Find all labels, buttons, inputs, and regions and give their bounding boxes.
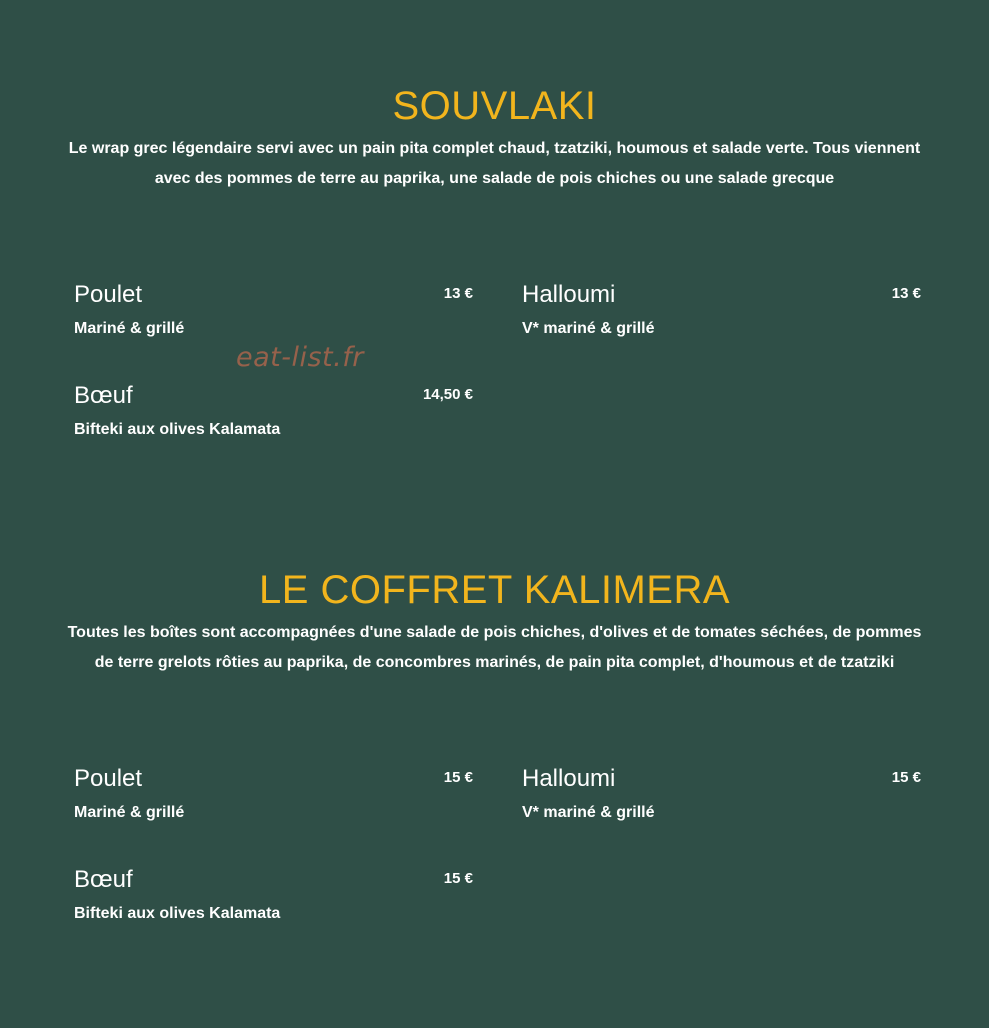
item-description: Bifteki aux olives Kalamata: [74, 905, 281, 922]
item-price: 13 €: [891, 285, 921, 302]
item-name: Halloumi: [522, 765, 616, 792]
item-price: 15 €: [443, 870, 473, 887]
item-description: V* mariné & grillé: [522, 804, 655, 821]
watermark: eat-list.fr: [236, 342, 364, 373]
section-description: Toutes les boîtes sont accompagnées d'une salade de pois chiches, d'olives et de tomates séchées, de pommes de terre grelots rôties au paprika, de concombres marinés, de pain pita complet, d'houmous et de tzatziki: [67, 624, 922, 671]
item-name: Poulet: [74, 281, 143, 308]
section-title: SOUVLAKI: [392, 84, 597, 128]
item-name: Bœuf: [74, 866, 133, 893]
item-name: Halloumi: [522, 281, 616, 308]
section-description: Le wrap grec légendaire servi avec un pain pita complet chaud, tzatziki, houmous et salade verte. Tous viennent avec des pommes de terre au paprika, une salade de pois chiches ou une salade grecque: [68, 140, 921, 187]
section-title: LE COFFRET KALIMERA: [258, 568, 731, 612]
section-souvlaki: [0, 82, 989, 194]
item-description: Mariné & grillé: [74, 804, 185, 821]
item-price: 15 €: [443, 769, 473, 786]
section-coffret-kalimera: [0, 566, 989, 678]
item-price: 15 €: [891, 769, 921, 786]
item-name: Bœuf: [74, 382, 133, 409]
item-price: 13 €: [443, 285, 473, 302]
item-description: Mariné & grillé: [74, 320, 185, 337]
item-name: Poulet: [74, 765, 143, 792]
item-price: 14,50 €: [422, 386, 473, 403]
item-description: V* mariné & grillé: [522, 320, 655, 337]
item-description: Bifteki aux olives Kalamata: [74, 421, 281, 438]
